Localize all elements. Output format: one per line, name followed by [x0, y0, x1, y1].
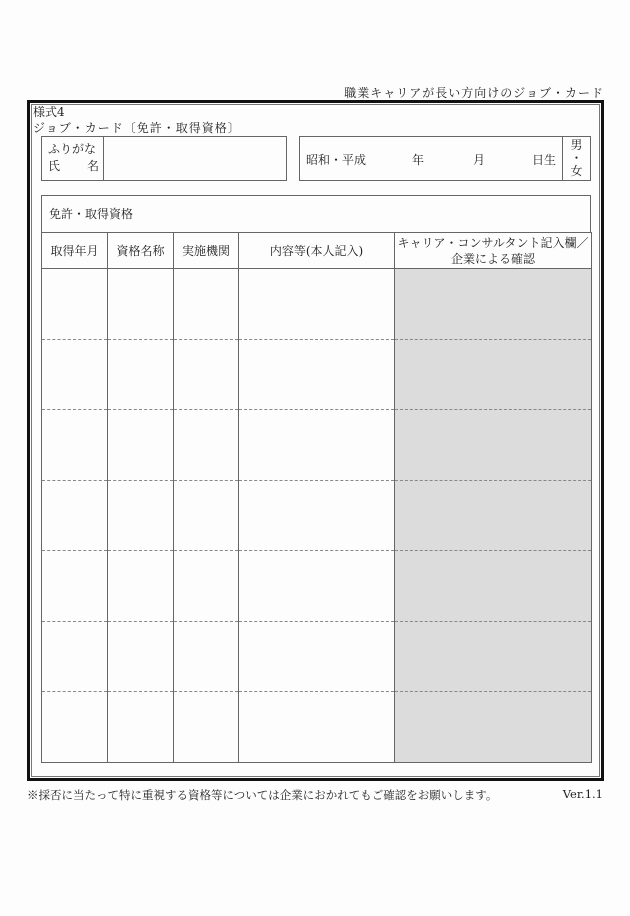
footer-note: ※採否に当たって特に重視する資格等については企業におかれてもご確認をお願いします。 — [27, 788, 498, 802]
sex-male-label: 男 — [570, 138, 583, 152]
day-label: 日生 — [532, 153, 557, 167]
table-row — [42, 410, 592, 481]
birthdate-field[interactable] — [300, 137, 562, 180]
cell-institution[interactable] — [174, 269, 239, 340]
cell-consultant[interactable] — [395, 410, 592, 481]
form-number: 様式4 — [33, 105, 65, 119]
name-box — [41, 136, 287, 181]
cell-institution[interactable] — [174, 551, 239, 622]
cell-consultant[interactable] — [395, 480, 592, 551]
table-row — [42, 551, 592, 622]
column-header-consultant-line2: 企業による確認 — [450, 251, 535, 266]
name-input-field[interactable] — [104, 137, 286, 180]
column-header-consultant — [395, 233, 592, 269]
era-label: 昭和・平成 — [306, 153, 367, 167]
cell-qualification[interactable] — [108, 551, 174, 622]
column-header-content: 内容等(本人記入) — [239, 233, 395, 269]
cell-date[interactable] — [42, 410, 108, 481]
sex-separator: ・ — [570, 151, 583, 165]
cell-content[interactable] — [239, 692, 395, 763]
column-header-consultant-line1: キャリア・コンサルタント記入欄／ — [397, 235, 589, 250]
cell-institution[interactable] — [174, 480, 239, 551]
cell-institution[interactable] — [174, 621, 239, 692]
cell-content[interactable] — [239, 480, 395, 551]
sex-female-label: 女 — [570, 164, 583, 178]
cell-qualification[interactable] — [108, 410, 174, 481]
table-header-row — [42, 233, 592, 269]
table-row — [42, 692, 592, 763]
cell-consultant[interactable] — [395, 339, 592, 410]
year-label: 年 — [412, 153, 425, 167]
cell-content[interactable] — [239, 621, 395, 692]
sex-field[interactable] — [562, 137, 590, 180]
section-title: 免許・取得資格 — [41, 195, 591, 233]
table-row — [42, 621, 592, 692]
form-title: ジョブ・カード〔免許・取得資格〕 — [33, 121, 241, 135]
name-label-mei: 名 — [86, 159, 99, 173]
cell-qualification[interactable] — [108, 621, 174, 692]
cell-institution[interactable] — [174, 692, 239, 763]
cell-consultant[interactable] — [395, 551, 592, 622]
cell-content[interactable] — [239, 410, 395, 481]
cell-institution[interactable] — [174, 339, 239, 410]
cell-qualification[interactable] — [108, 480, 174, 551]
name-label — [42, 137, 104, 180]
cell-qualification[interactable] — [108, 269, 174, 340]
column-header-qualification: 資格名称 — [108, 233, 174, 269]
cell-date[interactable] — [42, 269, 108, 340]
qualifications-table — [41, 232, 592, 763]
name-label-row — [48, 158, 99, 175]
cell-content[interactable] — [239, 269, 395, 340]
cell-date[interactable] — [42, 480, 108, 551]
month-label: 月 — [473, 153, 486, 167]
cell-consultant[interactable] — [395, 692, 592, 763]
cell-content[interactable] — [239, 551, 395, 622]
cell-qualification[interactable] — [108, 692, 174, 763]
cell-consultant[interactable] — [395, 269, 592, 340]
table-row — [42, 339, 592, 410]
cell-qualification[interactable] — [108, 339, 174, 410]
cell-date[interactable] — [42, 692, 108, 763]
cell-date[interactable] — [42, 621, 108, 692]
table-row — [42, 269, 592, 340]
furigana-label: ふりがな — [48, 142, 97, 156]
birthdate-box — [299, 136, 591, 181]
cell-date[interactable] — [42, 339, 108, 410]
column-header-institution: 実施機関 — [174, 233, 239, 269]
cell-content[interactable] — [239, 339, 395, 410]
cell-date[interactable] — [42, 551, 108, 622]
version-label: Ver.1.1 — [562, 787, 603, 801]
cell-consultant[interactable] — [395, 621, 592, 692]
table-row — [42, 480, 592, 551]
name-label-shi: 氏 — [48, 159, 61, 173]
document-top-title: 職業キャリアが長い方向けのジョブ・カード — [344, 86, 604, 100]
column-header-date: 取得年月 — [42, 233, 108, 269]
cell-institution[interactable] — [174, 410, 239, 481]
